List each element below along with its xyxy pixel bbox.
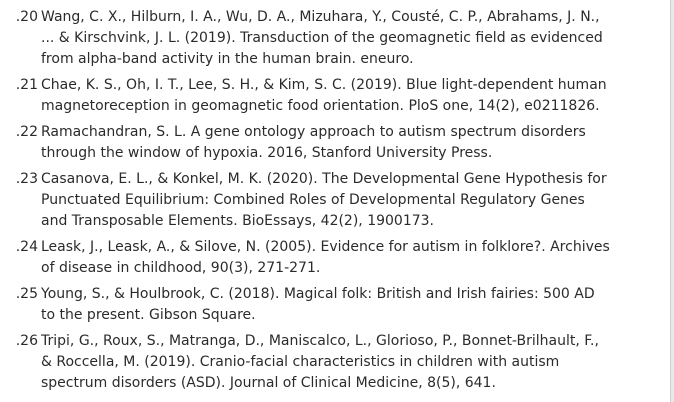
reference-number: 7. 26.: [15, 333, 38, 349]
reference-item: [0, 75, 640, 117]
reference-item: [0, 284, 640, 326]
reference-list: [0, 7, 640, 399]
reference-text: Casanova, E. L., & Konkel, M. K. (2020). The Developmental Gene Hypothesis for Punctuated Equilibrium: Combined Roles of Developmental Regulatory Genes and Transposable Elements. BioEssays, 42(2), 1900173.: [41, 171, 607, 229]
reference-item: [0, 7, 640, 70]
reference-number: 5. 24.: [15, 239, 38, 255]
reference-number: 1. 20.: [15, 9, 38, 25]
scrollbar-track[interactable]: [670, 0, 674, 402]
reference-item: [0, 122, 640, 164]
reference-text: Ramachandran, S. L. A gene ontology approach to autism spectrum disorders through the window of hypoxia. 2016, Stanford University Press.: [41, 124, 586, 161]
reference-number: 6. 25.: [15, 286, 38, 302]
reference-item: [0, 331, 640, 394]
reference-text: Wang, C. X., Hilburn, I. A., Wu, D. A., Mizuhara, Y., Cousté, C. P., Abrahams, J. N., ... & Kirschvink, J. L. (2019). Transduction of the geomagnetic field as evidenced from alpha-band activity in the human brain. eneuro.: [41, 9, 603, 67]
reference-item: [0, 169, 640, 232]
reference-text: Chae, K. S., Oh, I. T., Lee, S. H., & Kim, S. C. (2019). Blue light-dependent human magnetoreception in geomagnetic food orientation. PloS one, 14(2), e0211826.: [41, 77, 607, 114]
reference-item: [0, 237, 640, 279]
reference-text: Young, S., & Houlbrook, C. (2018). Magical folk: British and Irish fairies: 500 AD to the present. Gibson Square.: [41, 286, 595, 323]
reference-text: Leask, J., Leask, A., & Silove, N. (2005). Evidence for autism in folklore?. Archives of disease in childhood, 90(3), 271-271.: [41, 239, 610, 276]
reference-number: 3. 22.: [15, 124, 38, 140]
reference-number: 4. 23.: [15, 171, 38, 187]
reference-text: Tripi, G., Roux, S., Matranga, D., Maniscalco, L., Glorioso, P., Bonnet-Brilhault, F., & Roccella, M. (2019). Cranio-facial characteristics in children with autism spectrum disorders (ASD). Journal of Clinical Medicine, 8(5), 641.: [41, 333, 599, 391]
reference-number: 2. 21.: [15, 77, 38, 93]
